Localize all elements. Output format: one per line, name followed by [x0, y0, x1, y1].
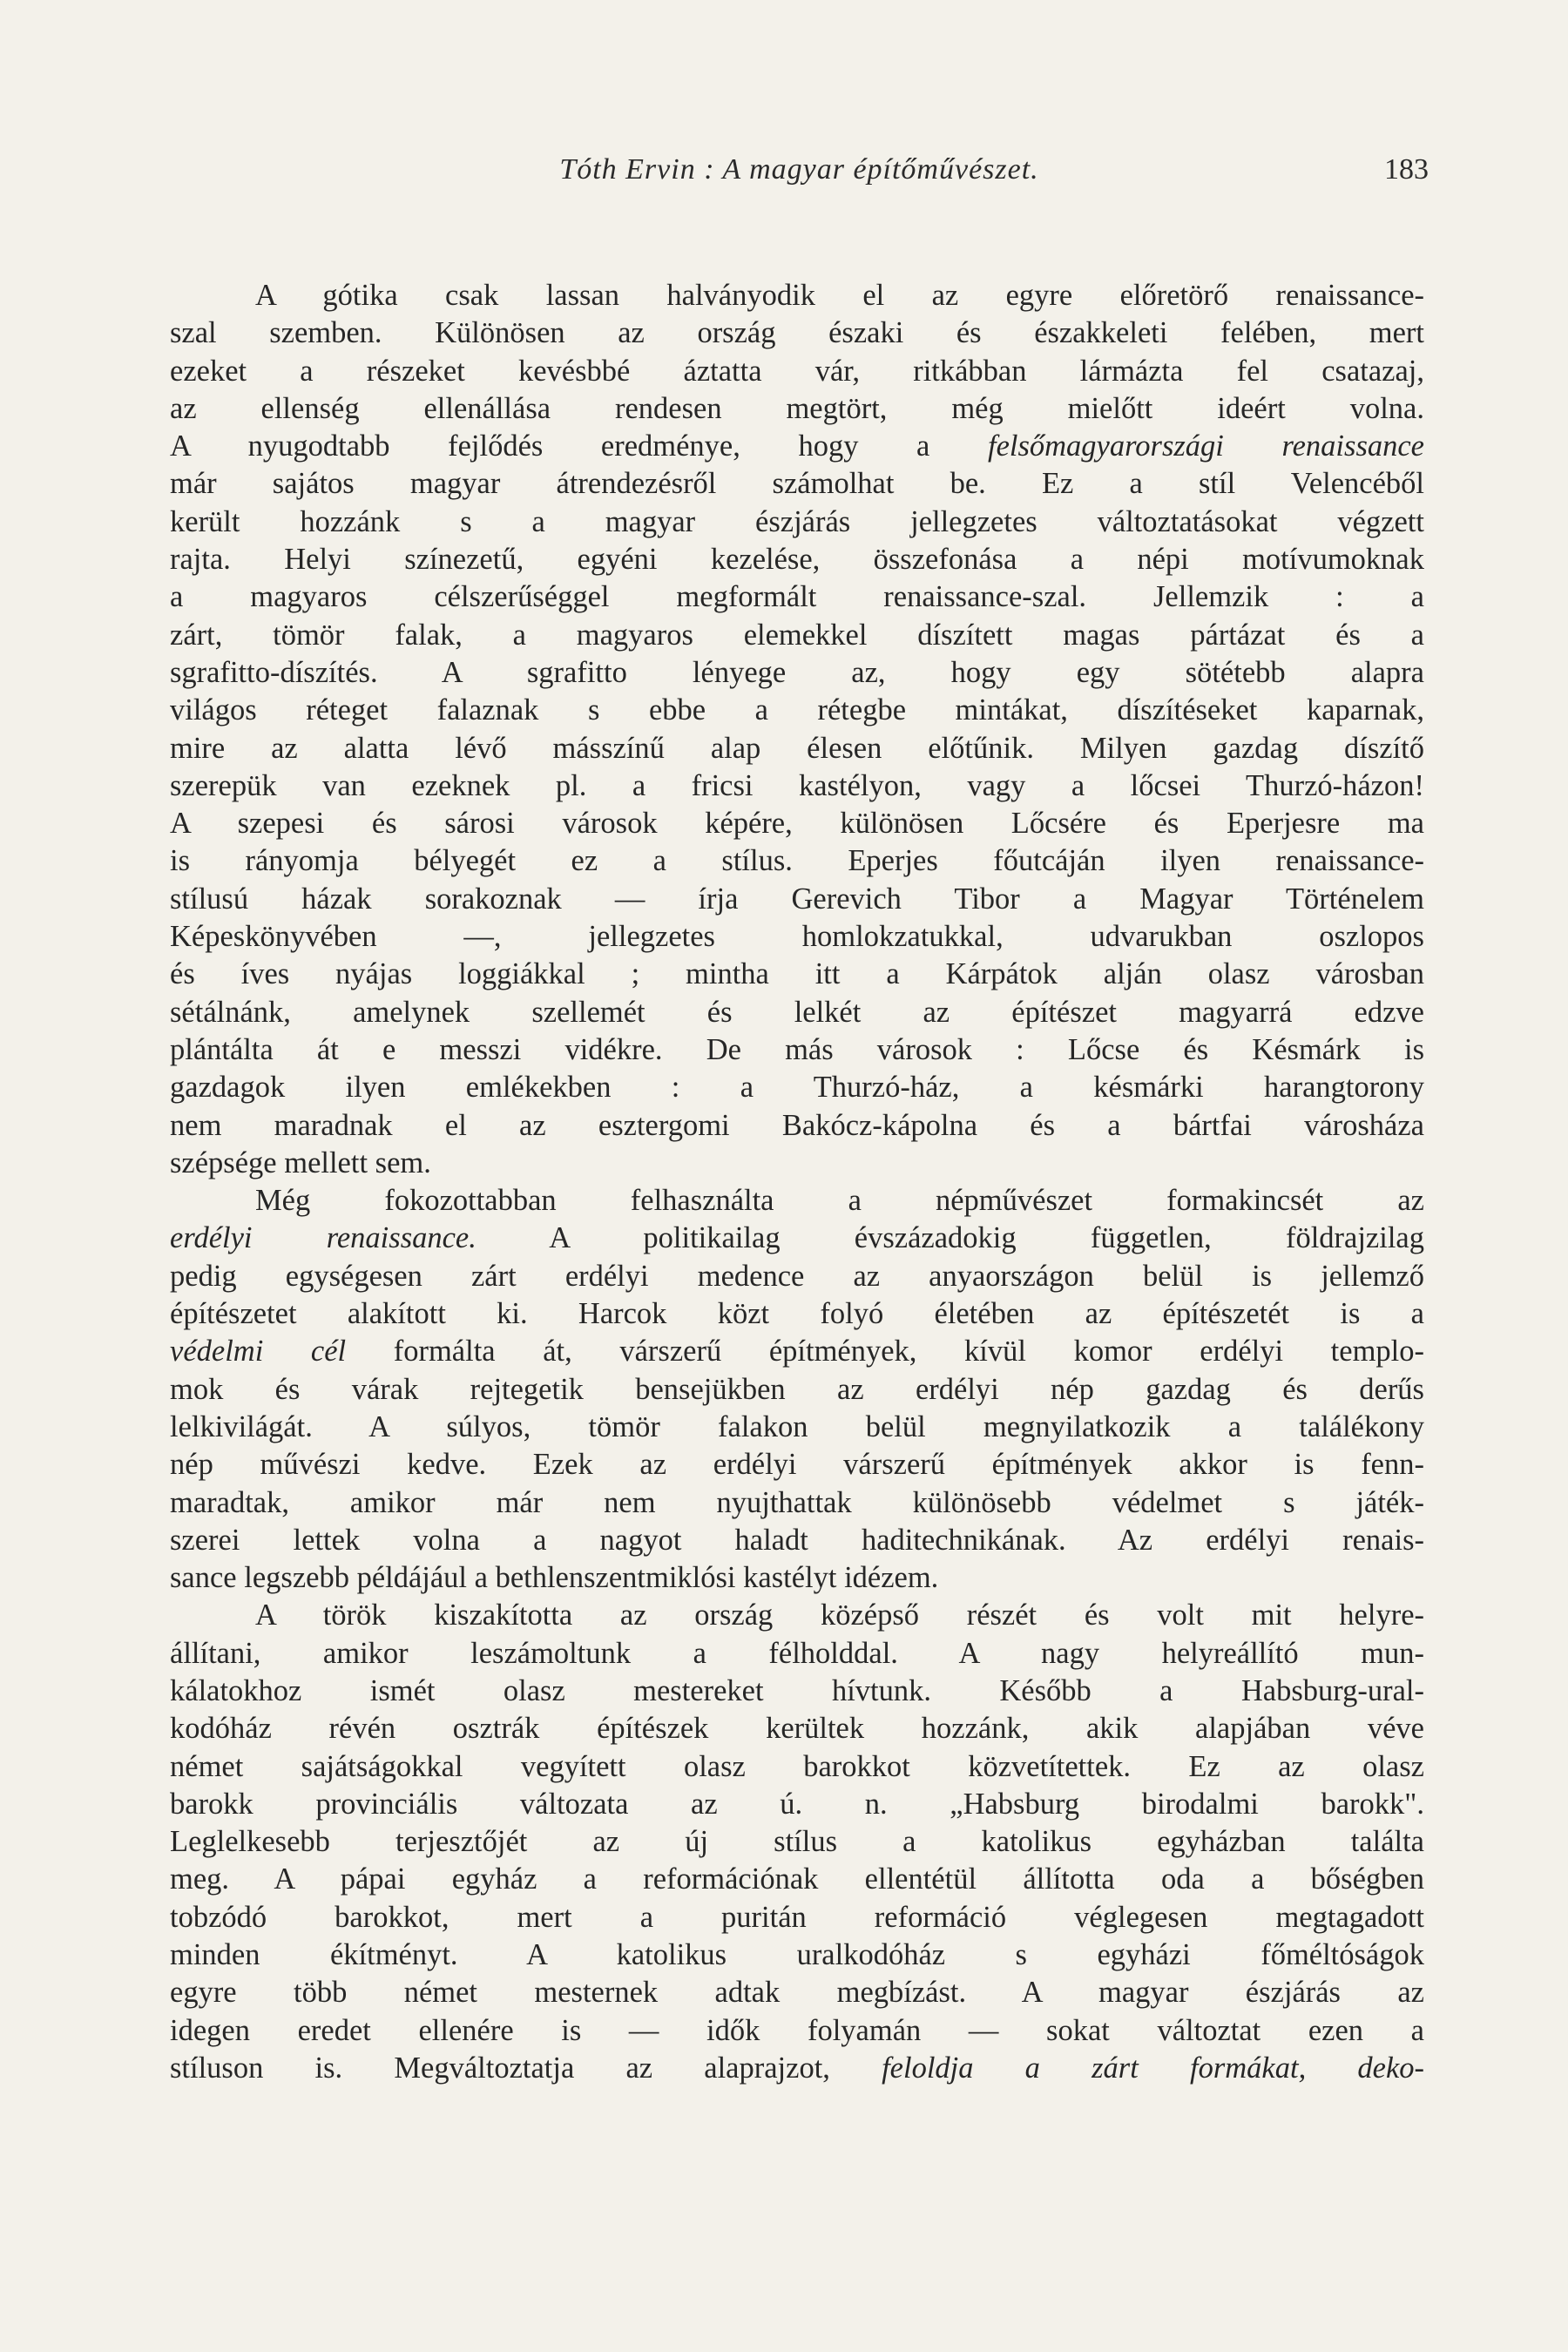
text-line [170, 428, 1424, 465]
text-line [170, 1258, 1424, 1295]
text-segment: A szepesi és sárosi városok képére, különösen Lőcsére és Eperjesre ma [170, 807, 1424, 841]
text-line [170, 1031, 1424, 1069]
text-segment: mire az alatta lévő másszínű alap élesen előtűnik. Milyen gazdag díszítő [170, 731, 1424, 765]
text-segment: rajta. Helyi színezetű, egyéni kezelése, összefonása a népi motívumoknak [170, 543, 1424, 577]
text-line [170, 805, 1424, 842]
text-segment: az ellenség ellenállása rendesen megtört, még mielőtt ideért volna. [170, 391, 1424, 425]
text-line [170, 1107, 1424, 1145]
running-header-title: Tóth Ervin : A magyar építőművészet. [559, 153, 1039, 186]
text-line [170, 1823, 1424, 1861]
text-line [170, 1484, 1424, 1522]
page-number: 183 [1384, 153, 1429, 186]
text-segment: Képeskönyvében —, jellegzetes homlokzatukkal, udvarukban oszlopos [170, 920, 1424, 954]
text-line [170, 1371, 1424, 1409]
italic-text-segment: védelmi cél [170, 1335, 347, 1369]
text-segment: barokk provinciális változata az ú. n. „Habsburg birodalmi barokk". [170, 1787, 1424, 1821]
text-segment: A nyugodtabb fejlődés eredménye, hogy a [170, 429, 988, 463]
text-line [170, 1220, 1424, 1257]
text-segment: formálta át, várszerű építmények, kívül komor erdélyi templo- [346, 1335, 1424, 1369]
text-segment: pedig egységesen zárt erdélyi medence az anyaországon belül is jellemző [170, 1259, 1424, 1293]
text-segment: plántálta át e messzi vidékre. De más városok : Lőcse és Késmárk is [170, 1032, 1424, 1066]
text-segment: nem maradnak el az esztergomi Bakócz-kápolna és a bártfai városháza [170, 1108, 1424, 1142]
italic-text-segment: feloldja a zárt formákat, deko- [882, 2051, 1424, 2085]
text-line [170, 2050, 1424, 2087]
text-line [170, 1295, 1424, 1333]
text-segment: stílusú házak sorakoznak — írja Gerevich Tibor a Magyar Történelem [170, 882, 1424, 916]
text-line [170, 994, 1424, 1031]
text-line [170, 1673, 1424, 1710]
text-line [170, 1069, 1424, 1106]
text-line [170, 541, 1424, 578]
text-segment: kálatokhoz ismét olasz mestereket hívtunk. Később a Habsburg-ural- [170, 1673, 1424, 1707]
text-segment: gazdagok ilyen emlékekben : a Thurzó-ház, a késmárki harangtorony [170, 1071, 1424, 1105]
text-segment: a magyaros célszerűséggel megformált renaissance-szal. Jellemzik : a [170, 580, 1424, 614]
text-segment: mok és várak rejtegetik bensejükben az erdélyi nép gazdag és derűs [170, 1372, 1424, 1406]
running-header [170, 153, 1429, 197]
text-segment: Leglelkesebb terjesztőjét az új stílus a katolikus egyházban találta [170, 1825, 1424, 1859]
italic-text-segment: felsőmagyarországi renaissance [987, 429, 1424, 463]
text-segment: került hozzánk s a magyar észjárás jellegzetes változtatásokat végzett [170, 504, 1424, 538]
text-segment: sétálnánk, amelynek szellemét és lelkét az építészet magyarrá edzve [170, 995, 1424, 1029]
text-segment: és íves nyájas loggiákkal ; mintha itt a Kárpátok alján olasz városban [170, 957, 1424, 991]
text-line [170, 1974, 1424, 2011]
text-segment: világos réteget falaznak s ebbe a rétegbe mintákat, díszítéseket kaparnak, [170, 693, 1424, 727]
text-line [170, 956, 1424, 993]
text-line [170, 1899, 1424, 1936]
text-segment: Még fokozottabban felhasználta a népművészet formakincsét az [255, 1184, 1424, 1218]
text-segment: már sajátos magyar átrendezésről számolhat be. Ez a stíl Velencéből [170, 467, 1424, 501]
text-segment: szerepük van ezeknek pl. a fricsi kastélyon, vagy a lőcsei Thurzó-házon! [170, 768, 1424, 802]
text-line [170, 767, 1424, 805]
text-line [170, 1710, 1424, 1747]
text-line [170, 1635, 1424, 1673]
text-segment: A gótika csak lassan halványodik el az egyre előretörő renaissance- [255, 279, 1424, 312]
text-line [170, 1559, 1424, 1597]
text-segment: maradtak, amikor már nem nyujthattak különösebb védelmet s játék- [170, 1485, 1424, 1519]
text-segment: sance legszebb példájául a bethlenszentmiklósi kastélyt idézem. [170, 1561, 939, 1595]
text-line [170, 1409, 1424, 1446]
text-segment: szépsége mellett sem. [170, 1146, 431, 1179]
text-segment: zárt, tömör falak, a magyaros elemekkel díszített magas pártázat és a [170, 618, 1424, 652]
text-segment: idegen eredet ellenére is — idők folyamán — sokat változtat ezen a [170, 2013, 1424, 2047]
text-line [170, 353, 1424, 390]
text-segment: nép művészi kedve. Ezek az erdélyi várszerű építmények akkor is fenn- [170, 1448, 1424, 1482]
body-text [170, 277, 1424, 2087]
text-line [170, 1182, 1424, 1220]
text-line [170, 578, 1424, 616]
text-line [170, 842, 1424, 880]
text-segment: A török kiszakította az ország középső részét és volt mit helyre- [255, 1598, 1424, 1632]
text-line [170, 2012, 1424, 2050]
text-segment: meg. A pápai egyház a reformációnak ellentétül állította oda a bőségben [170, 1862, 1424, 1896]
text-line [170, 730, 1424, 767]
text-line [170, 1597, 1424, 1634]
text-segment: A politikailag évszázadokig független, földrajzilag [476, 1221, 1424, 1255]
text-line [170, 1861, 1424, 1898]
text-segment: is rányomja bélyegét ez a stílus. Eperjes főutcáján ilyen renaissance- [170, 844, 1424, 878]
text-line [170, 918, 1424, 956]
text-segment: szal szemben. Különösen az ország északi és északkeleti felében, mert [170, 316, 1424, 350]
text-segment: sgrafitto-díszítés. A sgrafitto lényege az, hogy egy sötétebb alapra [170, 655, 1424, 689]
text-line [170, 692, 1424, 729]
text-line [170, 1333, 1424, 1370]
text-line [170, 277, 1424, 314]
text-line [170, 1522, 1424, 1559]
text-segment: állítani, amikor leszámoltunk a félholddal. A nagy helyreállító mun- [170, 1636, 1424, 1670]
text-segment: német sajátságokkal vegyített olasz barokkot közvetítettek. Ez az olasz [170, 1749, 1424, 1783]
text-segment: egyre több német mesternek adtak megbízást. A magyar észjárás az [170, 1976, 1424, 2010]
text-line [170, 465, 1424, 503]
text-line [170, 1446, 1424, 1484]
text-segment: lelkivilágát. A súlyos, tömör falakon belül megnyilatkozik a találékony [170, 1409, 1424, 1443]
text-line [170, 1936, 1424, 1974]
text-segment: ezeket a részeket kevésbbé áztatta vár, ritkábban lármázta fel csatazaj, [170, 354, 1424, 388]
text-line [170, 1786, 1424, 1823]
text-line [170, 617, 1424, 654]
text-line [170, 881, 1424, 918]
text-line [170, 504, 1424, 541]
text-segment: tobzódó barokkot, mert a puritán reformáció véglegesen megtagadott [170, 1900, 1424, 1934]
text-segment: stíluson is. Megváltoztatja az alaprajzot, [170, 2051, 882, 2085]
text-segment: kodóház révén osztrák építészek kerültek hozzánk, akik alapjában véve [170, 1712, 1424, 1746]
text-line [170, 1748, 1424, 1786]
text-segment: szerei lettek volna a nagyot haladt haditechnikának. Az erdélyi renais- [170, 1523, 1424, 1557]
text-line [170, 1145, 1424, 1182]
italic-text-segment: erdélyi renaissance. [170, 1221, 476, 1255]
text-line [170, 390, 1424, 428]
text-segment: minden ékítményt. A katolikus uralkodóház s egyházi főméltóságok [170, 1938, 1424, 1972]
text-line [170, 314, 1424, 352]
text-segment: építészetet alakított ki. Harcok közt folyó életében az építészetét is a [170, 1297, 1424, 1331]
text-line [170, 654, 1424, 692]
